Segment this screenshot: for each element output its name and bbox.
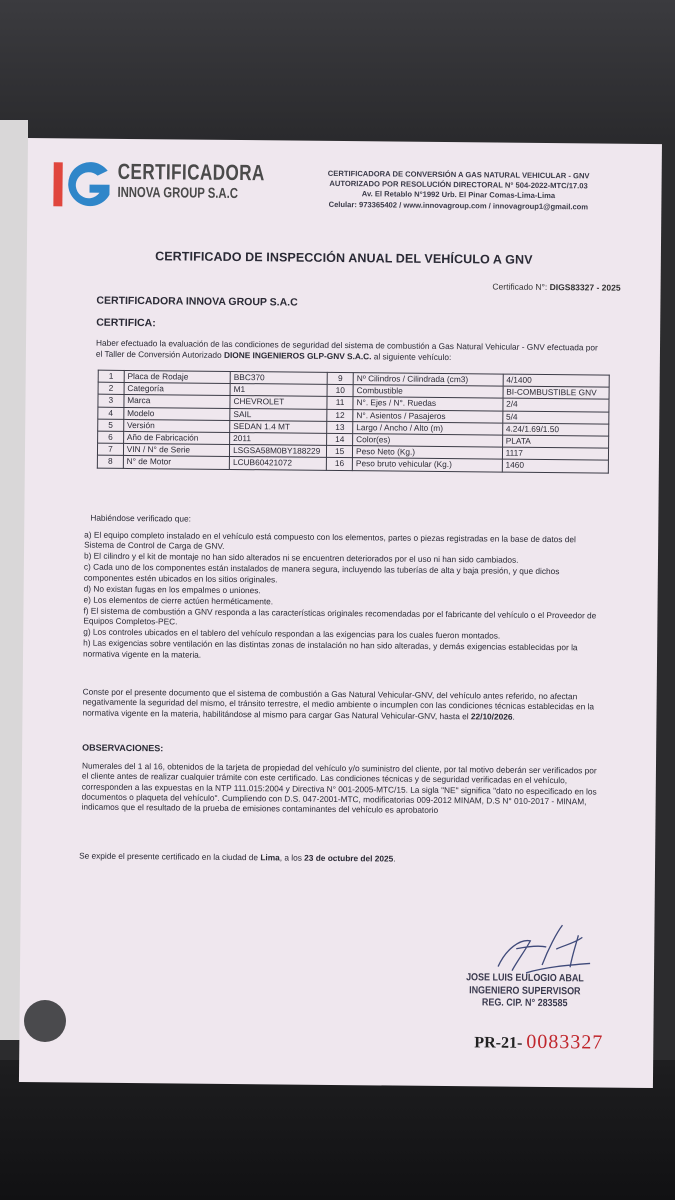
field-value: 2/4 bbox=[503, 398, 609, 411]
issue-date: 23 de octubre del 2025 bbox=[304, 852, 394, 864]
row-number: 4 bbox=[98, 407, 124, 419]
verification-item: c) Cada uno de los componentes están instalados de manera segura, incluyendo las tuberías de alta y baja presión, y que dichos componentes estén ubicados en los sitios originales. bbox=[83, 561, 560, 585]
row-number: 8 bbox=[97, 455, 123, 467]
field-label: Largo / Ancho / Alto (m) bbox=[353, 421, 503, 435]
verification-item: a) El equipo completo instalado en el vehículo está compuesto con los elementos, partes o piezas registradas en la base de datos del Sistema de Control de Carga de GNV. bbox=[84, 529, 576, 552]
header-line1: CERTIFICADORA DE CONVERSIÓN A GAS NATURAL VEHICULAR - GNV bbox=[327, 168, 590, 181]
verification-list bbox=[83, 530, 604, 665]
conste-paragraph: Conste por el presente documento que el sistema de combustión a Gas Natural Vehicular-GNV, del vehículo antes referido, no afectan negativamente la seguridad del mismo, el tránsito terrestre, el medio ambiente o incumplen con las condiciones técnicas establecidas en la normativa vigente en la materia, habilitándose al mismo para cargar Gas Natural Vehicular-GNV, hasta el 22/10/2026. bbox=[82, 686, 595, 722]
header-line2: AUTORIZADO POR RESOLUCIÓN DIRECTORAL N° 504-2022-MTC/17.03 bbox=[329, 179, 588, 191]
field-value: 1117 bbox=[502, 447, 608, 460]
field-value: LSGSA58M0BY188229 bbox=[230, 445, 327, 458]
field-label: N°. Asientos / Pasajeros bbox=[353, 409, 503, 423]
vehicle-table bbox=[97, 370, 610, 473]
verification-item: b) El cilindro y el kit de montaje no han sido alterados ni se encuentren deteriorados por el uso ni han sido cambiados. bbox=[83, 550, 519, 566]
field-label: N° de Motor bbox=[123, 456, 229, 469]
background-top bbox=[0, 0, 675, 140]
field-label: Nº Cilindros / Cilindrada (cm3) bbox=[353, 373, 503, 387]
verification-item: g) Los controles ubicados en el tablero del vehículo respondan a las exigencias para los cuales fueron montados. bbox=[83, 626, 501, 641]
intro-workshop: DIONE INGENIEROS GLP-GNV S.A.C. bbox=[223, 349, 372, 361]
field-value: BBC370 bbox=[230, 371, 327, 384]
issue-statement bbox=[79, 851, 396, 864]
certifica-heading: CERTIFICA: bbox=[96, 316, 156, 330]
field-value: LCUB60421072 bbox=[229, 457, 326, 470]
field-value: CHEVROLET bbox=[230, 396, 327, 409]
signatory-registration: REG. CIP. N° 283585 bbox=[481, 997, 568, 1010]
row-number: 10 bbox=[327, 385, 353, 397]
logo-name-line2: INNOVA GROUP S.A.C bbox=[117, 184, 238, 203]
field-value: SAIL bbox=[230, 408, 327, 421]
field-value: BI-COMBUSTIBLE GNV bbox=[503, 386, 609, 399]
verification-item: h) Las exigencias sobre ventilación en las distintas zonas de instalación no han sido alteradas, y demás exigencias establecidas por la normativa vigente en la materia. bbox=[83, 637, 578, 660]
signatory-name: JOSE LUIS EULOGIO ABAL bbox=[466, 972, 584, 985]
field-value: M1 bbox=[230, 384, 327, 397]
field-value: 4.24/1.69/1.50 bbox=[502, 423, 608, 436]
row-number: 15 bbox=[327, 446, 353, 458]
field-label: N°. Ejes / N°. Ruedas bbox=[353, 397, 503, 411]
field-label: VIN / N° de Serie bbox=[123, 444, 229, 457]
punch-hole bbox=[24, 1000, 66, 1042]
intro-paragraph bbox=[96, 338, 606, 364]
intro-text-1: Haber efectuado la evaluación de las condiciones de seguridad del sistema de combustión a Gas Natural Vehicular - GNV efectuada por el Taller de Conversión Autorizado bbox=[95, 337, 598, 360]
signatory-role: INGENIERO SUPERVISOR bbox=[469, 984, 581, 997]
field-value: 2011 bbox=[230, 432, 327, 445]
conste-text: Conste por el presente documento que el sistema de combustión a Gas Natural Vehicular-GNV, del vehículo antes referido, no afectan negativamente la seguridad del mismo, el tránsito terrestre, el medio ambiente o incumplen con las condiciones técnicas establecidas en la normativa vigente en la materia, habilitándose al mismo para cargar Gas Natural Vehicular-GNV, hasta el bbox=[82, 686, 595, 722]
issue-text-1: Se expide el presente certificado en la ciudad de bbox=[79, 850, 261, 863]
certificate-number-label: Certificado N°: bbox=[492, 281, 548, 292]
field-label: Modelo bbox=[124, 407, 230, 420]
row-number: 16 bbox=[327, 458, 353, 470]
certificate-number-value: DIGS83327 - 2025 bbox=[549, 282, 621, 293]
row-number: 13 bbox=[327, 421, 353, 433]
intro-text-2: al siguiente vehículo: bbox=[371, 350, 452, 362]
field-label: Combustible bbox=[353, 385, 503, 399]
field-label: Año de Fabricación bbox=[123, 431, 229, 444]
certificate-page bbox=[19, 138, 662, 1088]
form-serial-number: 0083327 bbox=[526, 1030, 604, 1054]
form-prefix: PR-21- bbox=[474, 1034, 523, 1052]
verification-item: f) El sistema de combustión a GNV responda a las características originales recomendadas por el fabricante del vehículo o el Proveedor de Equipos Completos-PEC. bbox=[83, 605, 597, 627]
valid-until-date: 22/10/2026 bbox=[470, 711, 513, 722]
field-label: Marca bbox=[124, 395, 230, 408]
company-name: CERTIFICADORA INNOVA GROUP S.A.C bbox=[96, 294, 298, 309]
field-label: Color(es) bbox=[353, 434, 503, 448]
handwritten-signature bbox=[486, 918, 597, 979]
signatory-block bbox=[459, 972, 591, 1011]
issue-text-2: , a los bbox=[279, 852, 305, 863]
row-number: 12 bbox=[327, 409, 353, 421]
verification-item: e) Los elementos de cierre actúen herméticamente. bbox=[83, 594, 274, 607]
field-value: PLATA bbox=[502, 435, 608, 448]
field-label: Peso Neto (Kg.) bbox=[353, 446, 503, 460]
field-label: Categoría bbox=[124, 383, 230, 396]
row-number: 7 bbox=[97, 443, 123, 455]
issue-city: Lima bbox=[260, 852, 280, 863]
header-block bbox=[273, 168, 643, 212]
row-number: 14 bbox=[327, 433, 353, 445]
form-serial bbox=[474, 1030, 603, 1054]
field-value: 4/1400 bbox=[503, 374, 609, 387]
row-number: 2 bbox=[98, 382, 124, 394]
verified-heading: Habiéndose verificado que: bbox=[90, 512, 191, 524]
row-number: 5 bbox=[98, 419, 124, 431]
row-number: 9 bbox=[327, 372, 353, 384]
row-number: 1 bbox=[98, 370, 124, 382]
ig-logo-icon bbox=[49, 156, 116, 213]
observaciones-text: Numerales del 1 al 16, obtenidos de la tarjeta de propiedad del vehículo y/o suministro del cliente, por tal motivo deberán ser verificados por el cliente antes de realizar cualquier trámite con este certificado. Las condiciones técnicas y de seguridad verificadas en el vehículo, corresponden a las expuestas en la NTP 111.015:2004 y Directiva N° 001-2005-MTC/15. La sigla "NE" significa "dato no especificado en los documentos o plaqueta del vehículo". Cumpliendo con D.S. 047-2001-MTC, modificatorias 009-2012 MINAM, D.S N° 010-2017 - MINAM, indicamos que el resultado de la prueba de emisiones contaminantes del vehículo es aprobatorio bbox=[81, 760, 597, 816]
header-line4: Celular: 973365402 / www.innovagroup.com / innovagroup1@gmail.com bbox=[328, 199, 589, 211]
field-label: Placa de Rodaje bbox=[124, 370, 230, 383]
row-number: 3 bbox=[98, 395, 124, 407]
company-logo bbox=[49, 156, 265, 218]
issue-text-3: . bbox=[393, 853, 396, 864]
field-label: Peso bruto vehicular (Kg.) bbox=[352, 458, 502, 472]
certificate-number bbox=[492, 281, 620, 292]
document-title: CERTIFICADO DE INSPECCIÓN ANUAL DEL VEHÍCULO A GNV bbox=[155, 249, 533, 267]
header-line3: Av. El Retablo N°1992 Urb. El Pinar Comas-Lima-Lima bbox=[361, 189, 556, 201]
verification-item: d) No existan fugas en los empalmes o uniones. bbox=[83, 583, 261, 596]
row-number: 11 bbox=[327, 397, 353, 409]
field-value: 1460 bbox=[502, 459, 608, 472]
observaciones-heading: OBSERVACIONES: bbox=[82, 742, 164, 754]
row-number: 6 bbox=[98, 431, 124, 443]
field-value: 5/4 bbox=[502, 411, 608, 424]
logo-name-line1: CERTIFICADORA bbox=[117, 158, 265, 186]
field-value: SEDAN 1.4 MT bbox=[230, 420, 327, 433]
field-label: Versión bbox=[123, 419, 229, 432]
